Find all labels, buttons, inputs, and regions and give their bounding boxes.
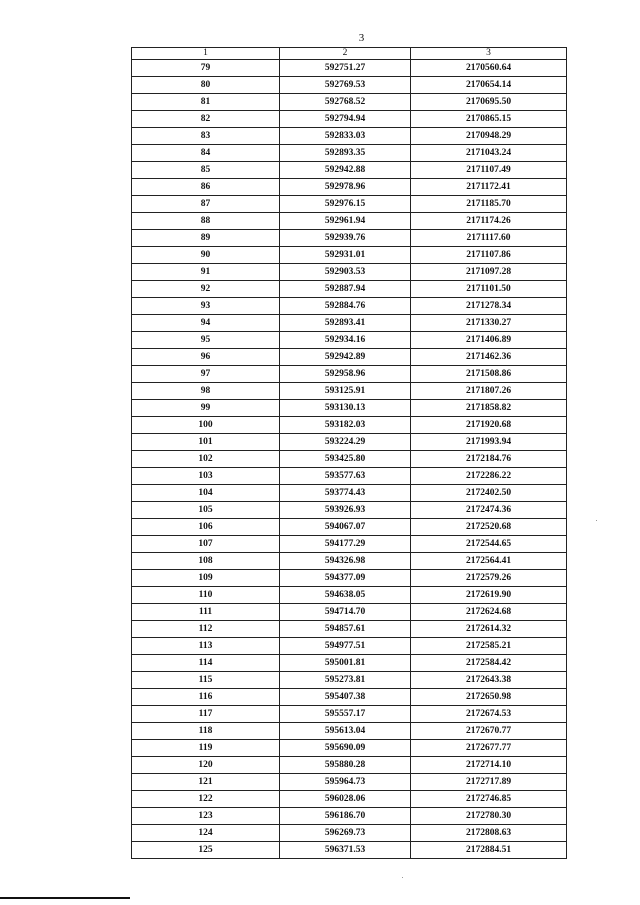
- table-row: [132, 587, 567, 604]
- table-row: [132, 230, 567, 247]
- coordinate-x-cell: 592903.53: [280, 264, 411, 281]
- coordinate-y-cell: 2172643.38: [411, 672, 567, 689]
- coordinate-y-cell: 2172585.21: [411, 638, 567, 655]
- coordinate-x-cell: 593130.13: [280, 400, 411, 417]
- table-row: [132, 128, 567, 145]
- coordinate-y-cell: 2171172.41: [411, 179, 567, 196]
- point-number-cell: 87: [132, 196, 280, 213]
- coordinate-y-cell: 2172619.90: [411, 587, 567, 604]
- coordinate-y-cell: 2172584.42: [411, 655, 567, 672]
- point-number-cell: 85: [132, 162, 280, 179]
- point-number-cell: 97: [132, 366, 280, 383]
- scan-speck: [402, 877, 403, 878]
- coordinate-x-cell: 592893.35: [280, 145, 411, 162]
- coordinate-y-cell: 2172746.85: [411, 791, 567, 808]
- coordinate-x-cell: 594714.70: [280, 604, 411, 621]
- point-number-cell: 96: [132, 349, 280, 366]
- coordinate-x-cell: 595690.09: [280, 740, 411, 757]
- coordinate-x-cell: 592884.76: [280, 298, 411, 315]
- table-row: [132, 502, 567, 519]
- table-row: [132, 519, 567, 536]
- point-number-cell: 102: [132, 451, 280, 468]
- table-row: [132, 77, 567, 94]
- point-number-cell: 113: [132, 638, 280, 655]
- table-row: [132, 536, 567, 553]
- coordinate-y-cell: 2172624.68: [411, 604, 567, 621]
- coordinate-x-cell: 592939.76: [280, 230, 411, 247]
- table-row: [132, 757, 567, 774]
- coordinate-y-cell: 2171107.49: [411, 162, 567, 179]
- coordinate-x-cell: 596028.06: [280, 791, 411, 808]
- coordinate-y-cell: 2172674.53: [411, 706, 567, 723]
- point-number-cell: 111: [132, 604, 280, 621]
- coordinate-y-cell: 2172714.10: [411, 757, 567, 774]
- table-row: [132, 264, 567, 281]
- table-row: [132, 808, 567, 825]
- table-row: [132, 145, 567, 162]
- coordinate-y-cell: 2171097.28: [411, 264, 567, 281]
- point-number-cell: 124: [132, 825, 280, 842]
- coordinate-y-cell: 2172677.77: [411, 740, 567, 757]
- coordinate-x-cell: 596269.73: [280, 825, 411, 842]
- coordinate-x-cell: 592934.16: [280, 332, 411, 349]
- point-number-cell: 125: [132, 842, 280, 859]
- table-row: [132, 162, 567, 179]
- coordinate-x-cell: 593182.03: [280, 417, 411, 434]
- coordinate-x-cell: 595964.73: [280, 774, 411, 791]
- coordinate-y-cell: 2171406.89: [411, 332, 567, 349]
- point-number-cell: 86: [132, 179, 280, 196]
- coordinate-y-cell: 2171107.86: [411, 247, 567, 264]
- table-row: [132, 111, 567, 128]
- coordinate-x-cell: 594377.09: [280, 570, 411, 587]
- table-row: [132, 655, 567, 672]
- table-row: [132, 604, 567, 621]
- coordinate-y-cell: 2172474.36: [411, 502, 567, 519]
- table-row: [132, 723, 567, 740]
- coordinate-x-cell: 594638.05: [280, 587, 411, 604]
- table-row: [132, 553, 567, 570]
- point-number-cell: 84: [132, 145, 280, 162]
- table-row: [132, 842, 567, 859]
- table-row: [132, 638, 567, 655]
- point-number-cell: 112: [132, 621, 280, 638]
- coordinate-x-cell: 595613.04: [280, 723, 411, 740]
- point-number-cell: 107: [132, 536, 280, 553]
- coordinate-y-cell: 2172184.76: [411, 451, 567, 468]
- coordinate-y-cell: 2171858.82: [411, 400, 567, 417]
- coordinate-x-cell: 594177.29: [280, 536, 411, 553]
- table-row: [132, 315, 567, 332]
- footer-rule: [0, 897, 130, 899]
- coordinate-y-cell: 2171508.86: [411, 366, 567, 383]
- table-row: [132, 247, 567, 264]
- table-row: [132, 570, 567, 587]
- coordinate-y-cell: 2172650.98: [411, 689, 567, 706]
- point-number-cell: 100: [132, 417, 280, 434]
- table-row: [132, 383, 567, 400]
- coordinate-x-cell: 594857.61: [280, 621, 411, 638]
- coordinate-x-cell: 593926.93: [280, 502, 411, 519]
- coordinate-x-cell: 592978.96: [280, 179, 411, 196]
- coordinate-x-cell: 595001.81: [280, 655, 411, 672]
- point-number-cell: 83: [132, 128, 280, 145]
- coordinate-y-cell: 2171185.70: [411, 196, 567, 213]
- table-row: [132, 332, 567, 349]
- point-number-cell: 93: [132, 298, 280, 315]
- point-number-cell: 95: [132, 332, 280, 349]
- point-number-cell: 117: [132, 706, 280, 723]
- table-row: [132, 417, 567, 434]
- coordinate-x-cell: 595407.38: [280, 689, 411, 706]
- point-number-cell: 89: [132, 230, 280, 247]
- table-row: [132, 621, 567, 638]
- table-row: [132, 672, 567, 689]
- point-number-cell: 81: [132, 94, 280, 111]
- point-number-cell: 99: [132, 400, 280, 417]
- table-row: [132, 791, 567, 808]
- point-number-cell: 116: [132, 689, 280, 706]
- table-row: [132, 740, 567, 757]
- table-row: [132, 281, 567, 298]
- coordinate-x-cell: 595880.28: [280, 757, 411, 774]
- point-number-cell: 101: [132, 434, 280, 451]
- coordinate-y-cell: 2171993.94: [411, 434, 567, 451]
- point-number-cell: 88: [132, 213, 280, 230]
- coordinate-y-cell: 2171043.24: [411, 145, 567, 162]
- coordinate-x-cell: 593577.63: [280, 468, 411, 485]
- coordinate-y-cell: 2172520.68: [411, 519, 567, 536]
- coordinate-x-cell: 593425.80: [280, 451, 411, 468]
- coordinate-x-cell: 592961.94: [280, 213, 411, 230]
- point-number-cell: 98: [132, 383, 280, 400]
- coordinate-y-cell: 2172884.51: [411, 842, 567, 859]
- coordinate-y-cell: 2172286.22: [411, 468, 567, 485]
- coordinate-x-cell: 595557.17: [280, 706, 411, 723]
- point-number-cell: 121: [132, 774, 280, 791]
- column-header-2: 2: [280, 48, 411, 60]
- coordinate-y-cell: 2172670.77: [411, 723, 567, 740]
- coordinate-y-cell: 2171174.26: [411, 213, 567, 230]
- coordinate-y-cell: 2172808.63: [411, 825, 567, 842]
- coordinate-y-cell: 2170695.50: [411, 94, 567, 111]
- point-number-cell: 115: [132, 672, 280, 689]
- coordinate-x-cell: 593774.43: [280, 485, 411, 502]
- table-row: [132, 366, 567, 383]
- coordinate-y-cell: 2172564.41: [411, 553, 567, 570]
- scan-speck: [596, 520, 597, 521]
- point-number-cell: 92: [132, 281, 280, 298]
- table-row: [132, 451, 567, 468]
- table-row: [132, 434, 567, 451]
- coordinate-y-cell: 2171101.50: [411, 281, 567, 298]
- table-row: [132, 349, 567, 366]
- coordinate-x-cell: 595273.81: [280, 672, 411, 689]
- coordinate-x-cell: 592942.88: [280, 162, 411, 179]
- coordinate-y-cell: 2170948.29: [411, 128, 567, 145]
- column-header-3: 3: [411, 48, 567, 60]
- point-number-cell: 103: [132, 468, 280, 485]
- table-row: [132, 213, 567, 230]
- coordinate-y-cell: 2172717.89: [411, 774, 567, 791]
- point-number-cell: 110: [132, 587, 280, 604]
- coordinate-y-cell: 2171278.34: [411, 298, 567, 315]
- coordinate-x-cell: 592794.94: [280, 111, 411, 128]
- table-row: [132, 774, 567, 791]
- coordinate-y-cell: 2171462.36: [411, 349, 567, 366]
- table-row: [132, 196, 567, 213]
- point-number-cell: 114: [132, 655, 280, 672]
- coordinate-y-cell: 2172614.32: [411, 621, 567, 638]
- coordinate-x-cell: 592893.41: [280, 315, 411, 332]
- table-row: [132, 298, 567, 315]
- point-number-cell: 80: [132, 77, 280, 94]
- coordinate-x-cell: 592942.89: [280, 349, 411, 366]
- table-row: [132, 94, 567, 111]
- coordinate-x-cell: 592833.03: [280, 128, 411, 145]
- point-number-cell: 91: [132, 264, 280, 281]
- point-number-cell: 119: [132, 740, 280, 757]
- point-number-cell: 105: [132, 502, 280, 519]
- table-row: [132, 689, 567, 706]
- table-row: [132, 485, 567, 502]
- coordinate-x-cell: 594977.51: [280, 638, 411, 655]
- coordinate-x-cell: 592976.15: [280, 196, 411, 213]
- point-number-cell: 106: [132, 519, 280, 536]
- coordinate-y-cell: 2170560.64: [411, 60, 567, 77]
- coordinate-x-cell: 593224.29: [280, 434, 411, 451]
- point-number-cell: 120: [132, 757, 280, 774]
- point-number-cell: 79: [132, 60, 280, 77]
- coordinate-x-cell: 592887.94: [280, 281, 411, 298]
- coordinate-y-cell: 2172402.50: [411, 485, 567, 502]
- page-number: 3: [358, 32, 365, 44]
- coordinate-x-cell: 592768.52: [280, 94, 411, 111]
- coordinate-x-cell: 593125.91: [280, 383, 411, 400]
- coordinate-x-cell: 592751.27: [280, 60, 411, 77]
- coordinate-x-cell: 594326.98: [280, 553, 411, 570]
- coordinate-y-cell: 2172544.65: [411, 536, 567, 553]
- point-number-cell: 90: [132, 247, 280, 264]
- coordinate-y-cell: 2171330.27: [411, 315, 567, 332]
- table-row: [132, 179, 567, 196]
- point-number-cell: 108: [132, 553, 280, 570]
- coordinate-y-cell: 2171920.68: [411, 417, 567, 434]
- point-number-cell: 109: [132, 570, 280, 587]
- table-header-row: [132, 48, 567, 60]
- point-number-cell: 123: [132, 808, 280, 825]
- coordinate-y-cell: 2171117.60: [411, 230, 567, 247]
- coordinate-y-cell: 2172780.30: [411, 808, 567, 825]
- point-number-cell: 104: [132, 485, 280, 502]
- coordinate-y-cell: 2170865.15: [411, 111, 567, 128]
- table-row: [132, 706, 567, 723]
- coordinate-y-cell: 2171807.26: [411, 383, 567, 400]
- table-body: [132, 60, 567, 859]
- coordinate-x-cell: 592931.01: [280, 247, 411, 264]
- coordinates-table: [131, 47, 567, 859]
- coordinate-x-cell: 592958.96: [280, 366, 411, 383]
- point-number-cell: 94: [132, 315, 280, 332]
- table-row: [132, 468, 567, 485]
- coordinate-y-cell: 2170654.14: [411, 77, 567, 94]
- table-row: [132, 400, 567, 417]
- table-row: [132, 60, 567, 77]
- column-header-1: 1: [132, 48, 280, 60]
- coordinate-y-cell: 2172579.26: [411, 570, 567, 587]
- coordinate-x-cell: 594067.07: [280, 519, 411, 536]
- coordinate-x-cell: 592769.53: [280, 77, 411, 94]
- point-number-cell: 118: [132, 723, 280, 740]
- table-row: [132, 825, 567, 842]
- coordinate-x-cell: 596186.70: [280, 808, 411, 825]
- point-number-cell: 82: [132, 111, 280, 128]
- point-number-cell: 122: [132, 791, 280, 808]
- coordinate-x-cell: 596371.53: [280, 842, 411, 859]
